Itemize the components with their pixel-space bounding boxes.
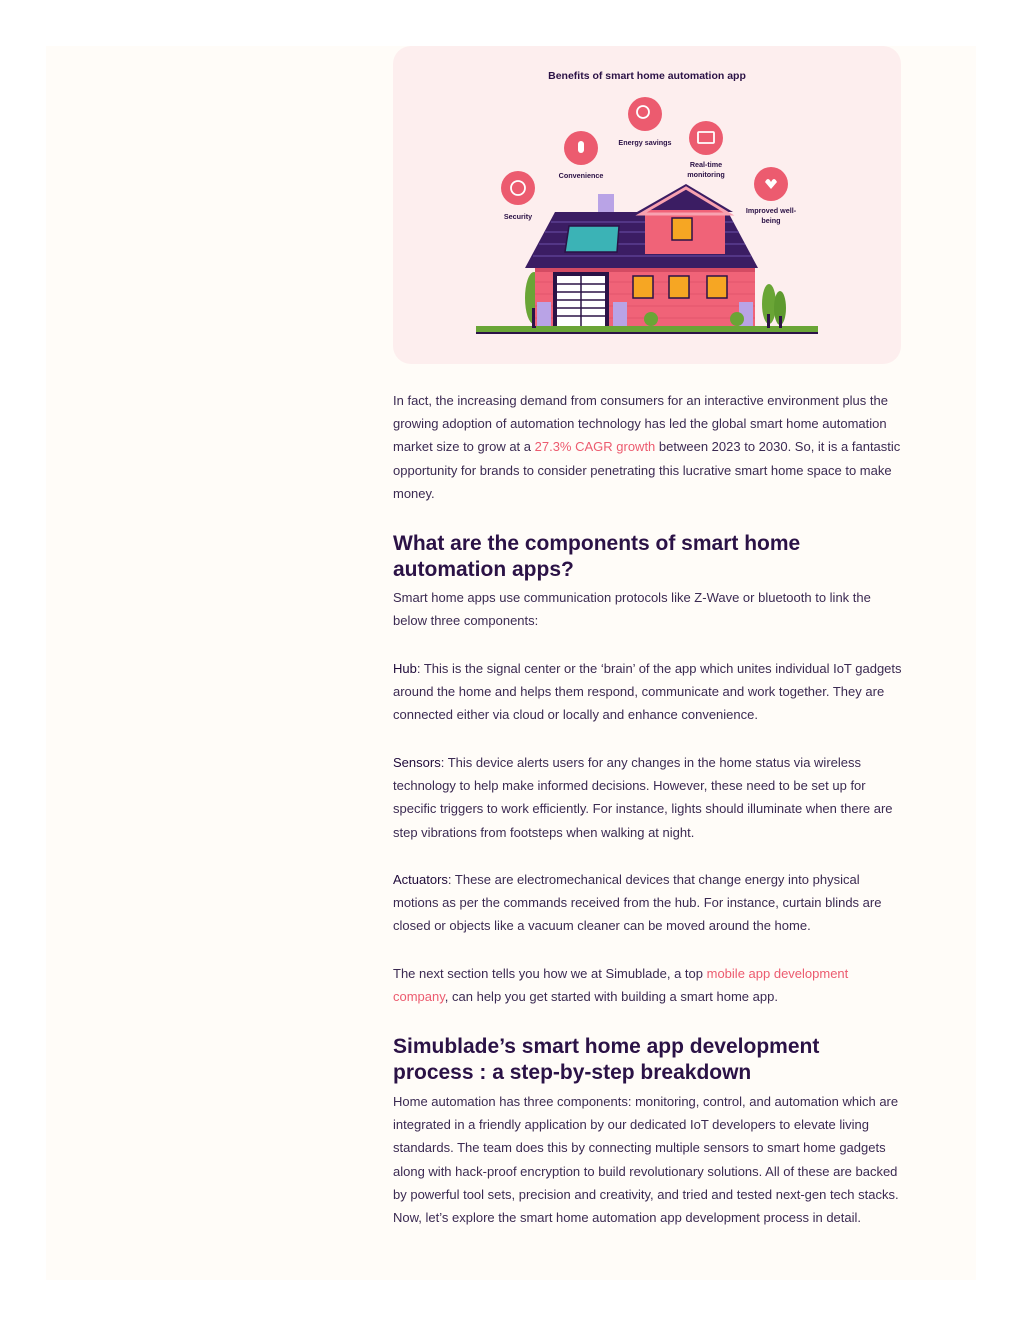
components-lead: Smart home apps use communication protocols like Z-Wave or bluetooth to link the below three components: <box>393 590 871 629</box>
components-section <box>393 531 903 582</box>
article <box>393 46 903 1226</box>
benefit-label-wellbeing: Improved well-being <box>745 206 797 225</box>
benefit-label-energy: Energy savings <box>618 138 672 147</box>
component-actuators: Actuators: These are electromechanical devices that change energy into physical motions as per the commands received from the hub. For instance, curtain blinds are closed or objects like a vacuum cleaner can be moved around the home. <box>393 872 882 934</box>
energy-icon <box>628 97 662 131</box>
house-illustration <box>393 46 901 364</box>
component-hub: Hub: This is the signal center or the ‘brain’ of the app which unites individual IoT gadgets around the home and helps them respond, communicate and work together. They are connected either via cloud or locally and enhance convenience. <box>393 661 902 723</box>
security-icon <box>501 171 535 205</box>
component-sensors: Sensors: This device alerts users for any changes in the home status via wireless technology to help make informed decisions. However, these need to be set up for specific triggers to work efficiently. For instance, lights should illuminate when there are step vibrations from footsteps when walking at night. <box>393 755 893 840</box>
benefit-label-monitoring: Real-time monitoring <box>687 160 725 179</box>
process-heading: Simublade’s smart home app development process : a step-by-step breakdown <box>393 1035 820 1084</box>
infographic-title: Benefits of smart home automation app <box>548 70 746 82</box>
mobile-app-company-link[interactable]: mobile app development company <box>393 966 849 1005</box>
benefit-label-convenience: Convenience <box>558 171 604 180</box>
process-section <box>393 1034 903 1085</box>
intro-paragraph: In fact, the increasing demand from consumers for an interactive environment plus the growing adoption of automation technology has led the global smart home automation market size to grow at a 27.3% CAGR growth between 2023 to 2030. So, it is a fantastic opportunity for brands to consider penetrating this lucrative smart home space to make money. <box>393 393 901 501</box>
monitoring-icon <box>689 121 723 155</box>
next-section-paragraph: The next section tells you how we at Simublade, a top mobile app development company, can help you get started with building a smart home app. <box>393 966 849 1005</box>
benefit-label-security: Security <box>503 212 533 221</box>
components-heading: What are the components of smart home automation apps? <box>393 532 801 581</box>
cagr-link[interactable]: 27.3% CAGR growth <box>534 439 656 455</box>
benefits-infographic <box>393 46 901 364</box>
process-paragraph: Home automation has three components: monitoring, control, and automation which are integrated in a friendly application by our dedicated IoT developers to elevate living standards. The team does this by connecting multiple sensors to smart home gadgets along with hack-proof encryption to build revolutionary solutions. All of these are backed by powerful tool sets, precision and creativity, and tried and tested next-gen tech stacks. Now, let’s explore the smart home automation app development process in detail. <box>393 1094 899 1226</box>
